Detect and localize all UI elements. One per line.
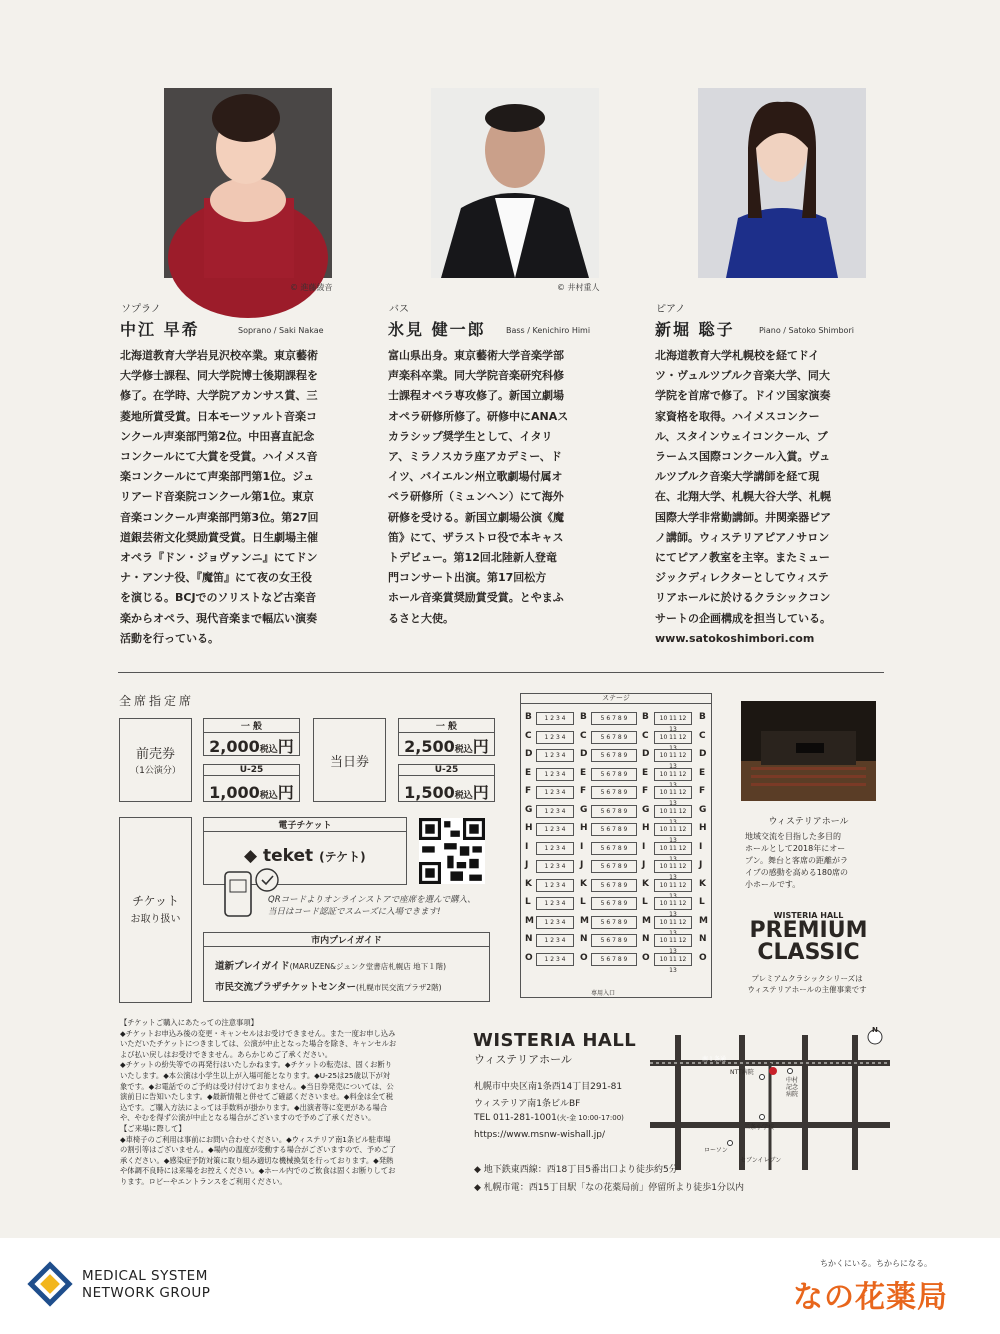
currency: 円 [277,737,294,756]
seat-row-label: M [699,915,708,926]
seat-block-left: 1 2 3 4 [536,805,574,818]
north-icon: N [872,1026,878,1034]
seat-block-center: 5 6 7 8 9 [591,786,637,799]
access-tram: ◆ 札幌市電：西15丁目駅「なの花薬局前」停留所より徒歩1分以内 [474,1183,744,1193]
venue-name-jp: ウィステリアホール [474,1053,572,1066]
seat-block-right: 10 11 12 13 [654,712,692,725]
price-value: 1,500 [404,783,455,802]
performer-bio: 富山県出身。東京藝術大学音楽学部 声楽科卒業。同大学院音楽研究科修 士課程オペラ専攻修了。新国立劇場 オペラ研修所修了。研修中にANAス カラシップ奨学生として、イタリ ア、ミラノスカラ座アカデミー、ド イツ、バイエルン州立歌劇場付属オ ペラ研修所（ミュンヘン）にて海外 研修を受ける。新国立劇場公演《魔 笛》にて、ザラストロ役で本キャス トデビュー。第12回北陸新人登竜 門コンサート出演。第17回松方 ホール音楽賞奨励賞受賞。とやまふ るさと大使。 [388,349,569,625]
performer-name-en: Bass / Kenichiro Himi [506,326,591,335]
map-street: 南１条通 [702,1056,727,1063]
ticket-pickup-box [119,817,192,1003]
map-lawson: ローソン [704,1147,728,1154]
seat-row-label: O [642,952,650,963]
seat-row-label: E [699,767,706,778]
seat-row-label: B [699,712,706,722]
seat-block-right: 10 11 12 13 [654,731,692,744]
tel-number: TEL 011-281-1001 [474,1113,557,1123]
teket-kana: (テケト) [319,850,366,864]
seat-row-label: K [699,878,706,889]
seat-row-label: J [642,860,646,870]
price-value: 2,500 [404,737,455,756]
advance-note: （1公演分） [130,766,181,776]
price-category: U-25 [204,765,299,776]
currency: 円 [277,783,294,802]
guide-name: 市民交流プラザチケットセンター [215,982,356,993]
performer-bio: 北海道教育大学岩見沢校卒業。東京藝術 大学修士課程、同大学院博士後期課程を 修了。在学時、大学院アカンサス賞、三 菱地所賞受賞。日本モーツァルト音楽コ ンクール声楽部門第2位。中田喜直記念 コンクールにて大賞を受賞。ハイメス音 楽コンクールにて声楽部門第1位。ジュ リアード音楽院コンクール第1位。東京 音楽コンクール声楽部門第3位。第27回 道銀芸術文化奨励賞受賞。日生劇場主催 オペラ『ドン・ジョヴァンニ』にてドン ナ・アンナ役、『魔笛』にて夜の女王役 を演じる。BCJでのソリストなど古楽音 楽からオペラ、現代音楽まで幅広い演奏 活動を行っている。 [120,349,319,645]
stage-label: ステージ [521,694,711,704]
performer-name-en: Piano / Satoko Shimbori [759,326,854,335]
seat-block-center: 5 6 7 8 9 [591,879,637,892]
performer-bio: 北海道教育大学札幌校を経てドイ ツ・ヴュルツブルク音楽大学、同大 学院を首席で修了。ドイツ国家演奏 家資格を取得。ハイメスコンクー ル、スタインウェイコンクール、ブ ラームス国際コンクール入賞。ヴュ ルツブルク音楽大学講師を経て現 在、北翔大学、札幌大谷大学、札幌 国際大学非常勤講師。井関楽器ピア ノ講師。ウィステリアピアノサロン にてピアノ教室を主宰。またミュー ジックディレクターとしてウィステ リアホールに於けるクラシックコン サートの企画構成を担当している。 www.satokoshimbori.com [655,349,831,645]
seat-block-left: 1 2 3 4 [536,916,574,929]
qr-note: QRコードよりオンラインストアで座席を選んで購入、 当日はコード認証でスムーズに入場できます! [268,895,476,917]
seat-row-label: H [525,823,533,833]
seat-row-label: D [525,749,533,759]
seat-type-title: 全席指定席 [119,694,195,708]
msn-name-2: NETWORK GROUP [82,1285,211,1301]
dayof-ticket-box [313,718,386,802]
venue-photo [741,701,876,801]
seat-block-center: 5 6 7 8 9 [591,731,637,744]
photo-soprano [164,88,332,278]
map-seven: セブンイレブン [740,1157,782,1164]
advance-ticket-box [119,718,192,802]
map-ntt: NTT病院 [730,1069,754,1076]
price-category: U-25 [399,765,494,776]
tax-note: 税込 [454,791,473,801]
seat-row-label: F [699,786,706,796]
seat-row-label: F [642,786,649,796]
ticket-icon: ◆ [244,846,258,866]
seat-row-label: J [580,860,584,870]
seat-row-label: E [525,767,532,778]
playguide-title: 市内プレイガイド [204,933,489,947]
seat-row-label: N [699,934,707,944]
seat-row-label: N [525,934,533,944]
map-school: 二条小学校 [744,1124,775,1131]
seat-block-center: 5 6 7 8 9 [591,842,637,855]
series-note: プレミアムクラシックシリーズは ウィステリアホールの主催事業です [747,974,867,994]
seat-row-label: G [642,804,650,815]
seat-block-left: 1 2 3 4 [536,731,574,744]
series-top: WISTERIA HALL [773,911,844,920]
seat-row-label: D [699,749,707,759]
tax-note: 税込 [259,745,278,755]
seat-row-label: L [699,897,705,907]
seat-row-label: H [699,823,707,833]
seat-block-right: 10 11 12 13 [654,897,692,910]
seat-block-left: 1 2 3 4 [536,823,574,836]
seat-block-right: 10 11 12 13 [654,934,692,947]
seat-row-label: N [580,934,588,944]
seat-row-label: I [580,841,584,852]
currency: 円 [472,737,489,756]
seat-row-label: F [525,786,532,796]
seat-row-label: G [580,804,588,815]
seat-row-label: C [642,730,649,741]
seat-block-left: 1 2 3 4 [536,860,574,873]
msn-name-1: MEDICAL SYSTEM [82,1268,208,1284]
seat-row-label: O [580,952,588,963]
performer-role: バス [389,304,409,315]
performer-name: 中江 早希 [120,320,200,339]
seat-block-left: 1 2 3 4 [536,953,574,966]
tax-note: 税込 [259,791,278,801]
guide-note: (MARUZEN&ジュンク堂書店札幌店 地下１階) [289,962,447,971]
divider [118,672,884,673]
seat-row-label: B [580,712,587,722]
photo-credit: © 井村重人 [557,283,600,292]
seat-row-label: E [580,767,587,778]
access-map [650,1025,890,1170]
seat-grid [521,708,711,986]
playguide-item-1 [215,958,446,972]
seat-block-right: 10 11 12 13 [654,823,692,836]
seat-row-label: C [699,730,706,741]
price-dayof-general [398,718,495,756]
seat-row-label: L [580,897,586,907]
guide-note: (札幌市民交流プラザ2階) [355,983,442,992]
seat-block-right: 10 11 12 13 [654,842,692,855]
seat-block-left: 1 2 3 4 [536,768,574,781]
seat-block-left: 1 2 3 4 [536,712,574,725]
performer-role: ソプラノ [121,304,161,315]
seat-block-center: 5 6 7 8 9 [591,749,637,762]
seat-row-label: J [699,860,703,870]
seat-block-right: 10 11 12 13 [654,786,692,799]
price-advance-general [203,718,300,756]
advance-label: 前売券 [135,747,175,762]
price-category: 一 般 [399,719,494,733]
seat-block-center: 5 6 7 8 9 [591,916,637,929]
venue-address: 札幌市中央区南1条西14丁目291-81 [474,1082,623,1092]
footer [0,1238,1000,1334]
seat-row-label: H [580,823,588,833]
seat-row-label: C [580,730,587,741]
seat-row-label: L [525,897,531,907]
performer-name: 氷見 健一郎 [388,320,486,339]
seat-row-label: J [525,860,529,870]
seat-row-label: O [699,952,707,963]
seat-block-center: 5 6 7 8 9 [591,934,637,947]
dayof-label: 当日券 [329,755,369,770]
venue-caption: ウィステリアホール [768,817,849,827]
seat-block-center: 5 6 7 8 9 [591,860,637,873]
seat-block-left: 1 2 3 4 [536,934,574,947]
venue-tel [474,1113,624,1123]
seat-block-left: 1 2 3 4 [536,842,574,855]
seat-block-left: 1 2 3 4 [536,879,574,892]
seat-row-label: I [525,841,529,852]
eticket-title: 電子チケット [204,818,406,832]
seat-row-label: H [642,823,650,833]
access-subway: ◆ 地下鉄東西線：西18丁目5番出口より徒歩約5分 [474,1165,678,1175]
seat-row-label: E [642,767,649,778]
seat-row-label: B [642,712,649,722]
seat-row-label: D [580,749,588,759]
seat-block-right: 10 11 12 13 [654,916,692,929]
seat-row-label: O [525,952,533,963]
seat-block-right: 10 11 12 13 [654,805,692,818]
price-value: 2,000 [209,737,260,756]
seat-row-label: M [642,915,651,926]
price-advance-u25 [203,764,300,802]
price-value: 1,000 [209,783,260,802]
seat-map [520,693,712,998]
ticket-notes: 【チケットご購入にあたっての注意事項】 ◆チケットお申込み後の変更・キャンセルはお受けできません。また一度お申し込み いただいたチケットにつきましては、公演が中止となった場合を除き、キャンセルお よび払い戻しはお受けできません。あらかじめご了承ください。 ◆チケットの紛失等での再発行はいたしかねます。◆チケットの転売は、固くお断り いたします。◆本公演は小学生以上が入場可能となります。◆U-25は25歳以下が対 象です。◆お電話でのご予約は受け付けておりません。◆当日券発売については、公 演前日に告知いたします。◆最新情報と併せてご確認くださいませ。◆料金は全て税 込です。ご購入方法によっては手数料が掛かります。◆出演者等に変更がある場合 や、やむを得ず公演が中止となる場合がございますので予めご了承ください。 【ご来場に際して】 ◆車椅子のご利用は事前にお問い合わせください。◆ウィステリア南1条ビル駐車場 の割引等はございません。◆場内の温度が変動する場合がございますので、予めご了 承ください。◆感染症予防対策に取り組み適切な機械換気を行っております。◆発熱 や体調不良時には来場をお控えください。◆ホール内でのご飲食は固くお断りしてお ります。ロビーやエントランスをご利用ください。 [120,1018,397,1186]
seat-row-label: M [525,915,534,926]
tax-note: 税込 [454,745,473,755]
seat-row-label: M [580,915,589,926]
seat-row-label: N [642,934,650,944]
pickup-label: チケット [132,894,179,908]
playguide-item-2 [215,979,442,993]
seat-block-left: 1 2 3 4 [536,897,574,910]
seat-row-label: B [525,712,532,722]
seat-row-label: D [642,749,650,759]
qr-code-icon[interactable] [419,818,485,884]
seat-block-left: 1 2 3 4 [536,749,574,762]
performer-name-en: Soprano / Saki Nakae [238,326,324,335]
seat-block-right: 10 11 12 13 [654,749,692,762]
teket-brand: teket [263,846,314,866]
series-main-1: PREMIUM [749,918,868,943]
entrance-label: 専用入口 [591,990,616,997]
nano-logo: なの花薬局 [793,1280,948,1315]
seat-block-center: 5 6 7 8 9 [591,823,637,836]
seat-block-right: 10 11 12 13 [654,953,692,966]
seat-row-label: G [525,804,533,815]
series-main-2: CLASSIC [757,940,860,965]
seat-row-label: K [642,878,649,889]
seat-block-center: 5 6 7 8 9 [591,953,637,966]
teket-logo[interactable] [244,846,366,866]
seat-block-left: 1 2 3 4 [536,786,574,799]
photo-credit: © 進藤綾音 [290,283,333,292]
pickup-label-2: お取り扱い [130,914,181,925]
seat-row-label: I [642,841,646,852]
currency: 円 [472,783,489,802]
seat-row-label: I [699,841,703,852]
seat-block-right: 10 11 12 13 [654,768,692,781]
seat-row-label: G [699,804,707,815]
seat-block-center: 5 6 7 8 9 [591,897,637,910]
tel-hours: (火-金 10:00-17:00) [556,1114,624,1122]
seat-row-label: L [642,897,648,907]
seat-block-center: 5 6 7 8 9 [591,712,637,725]
venue-building: ウィステリア南1条ビルBF [474,1099,581,1109]
venue-name: WISTERIA HALL [473,1030,637,1051]
seat-block-center: 5 6 7 8 9 [591,768,637,781]
venue-url[interactable]: https://www.msnw-wishall.jp/ [474,1130,606,1140]
playguide-box [203,932,490,1002]
price-dayof-u25 [398,764,495,802]
seat-row-label: K [525,878,532,889]
seat-block-right: 10 11 12 13 [654,860,692,873]
msn-logo-icon [28,1262,72,1306]
seat-row-label: C [525,730,532,741]
photo-piano [698,88,866,278]
map-hospital: 中村 記念 病院 [786,1077,799,1098]
seat-row-label: K [580,878,587,889]
guide-name: 道新プレイガイド [215,961,290,972]
performer-name: 新堀 聡子 [655,320,735,339]
seat-block-center: 5 6 7 8 9 [591,805,637,818]
nano-tagline: ちかくにいる。ちからになる。 [820,1259,932,1268]
photo-bass [431,88,599,278]
performer-role: ピアノ [656,304,686,315]
seat-block-right: 10 11 12 13 [654,879,692,892]
price-category: 一 般 [204,719,299,733]
seat-row-label: F [580,786,587,796]
venue-description: 地域交流を目指した多目的 ホールとして2018年にオー プン。舞台と客席の距離がラ イブの感動を高める180席の 小ホールです。 [745,832,849,889]
